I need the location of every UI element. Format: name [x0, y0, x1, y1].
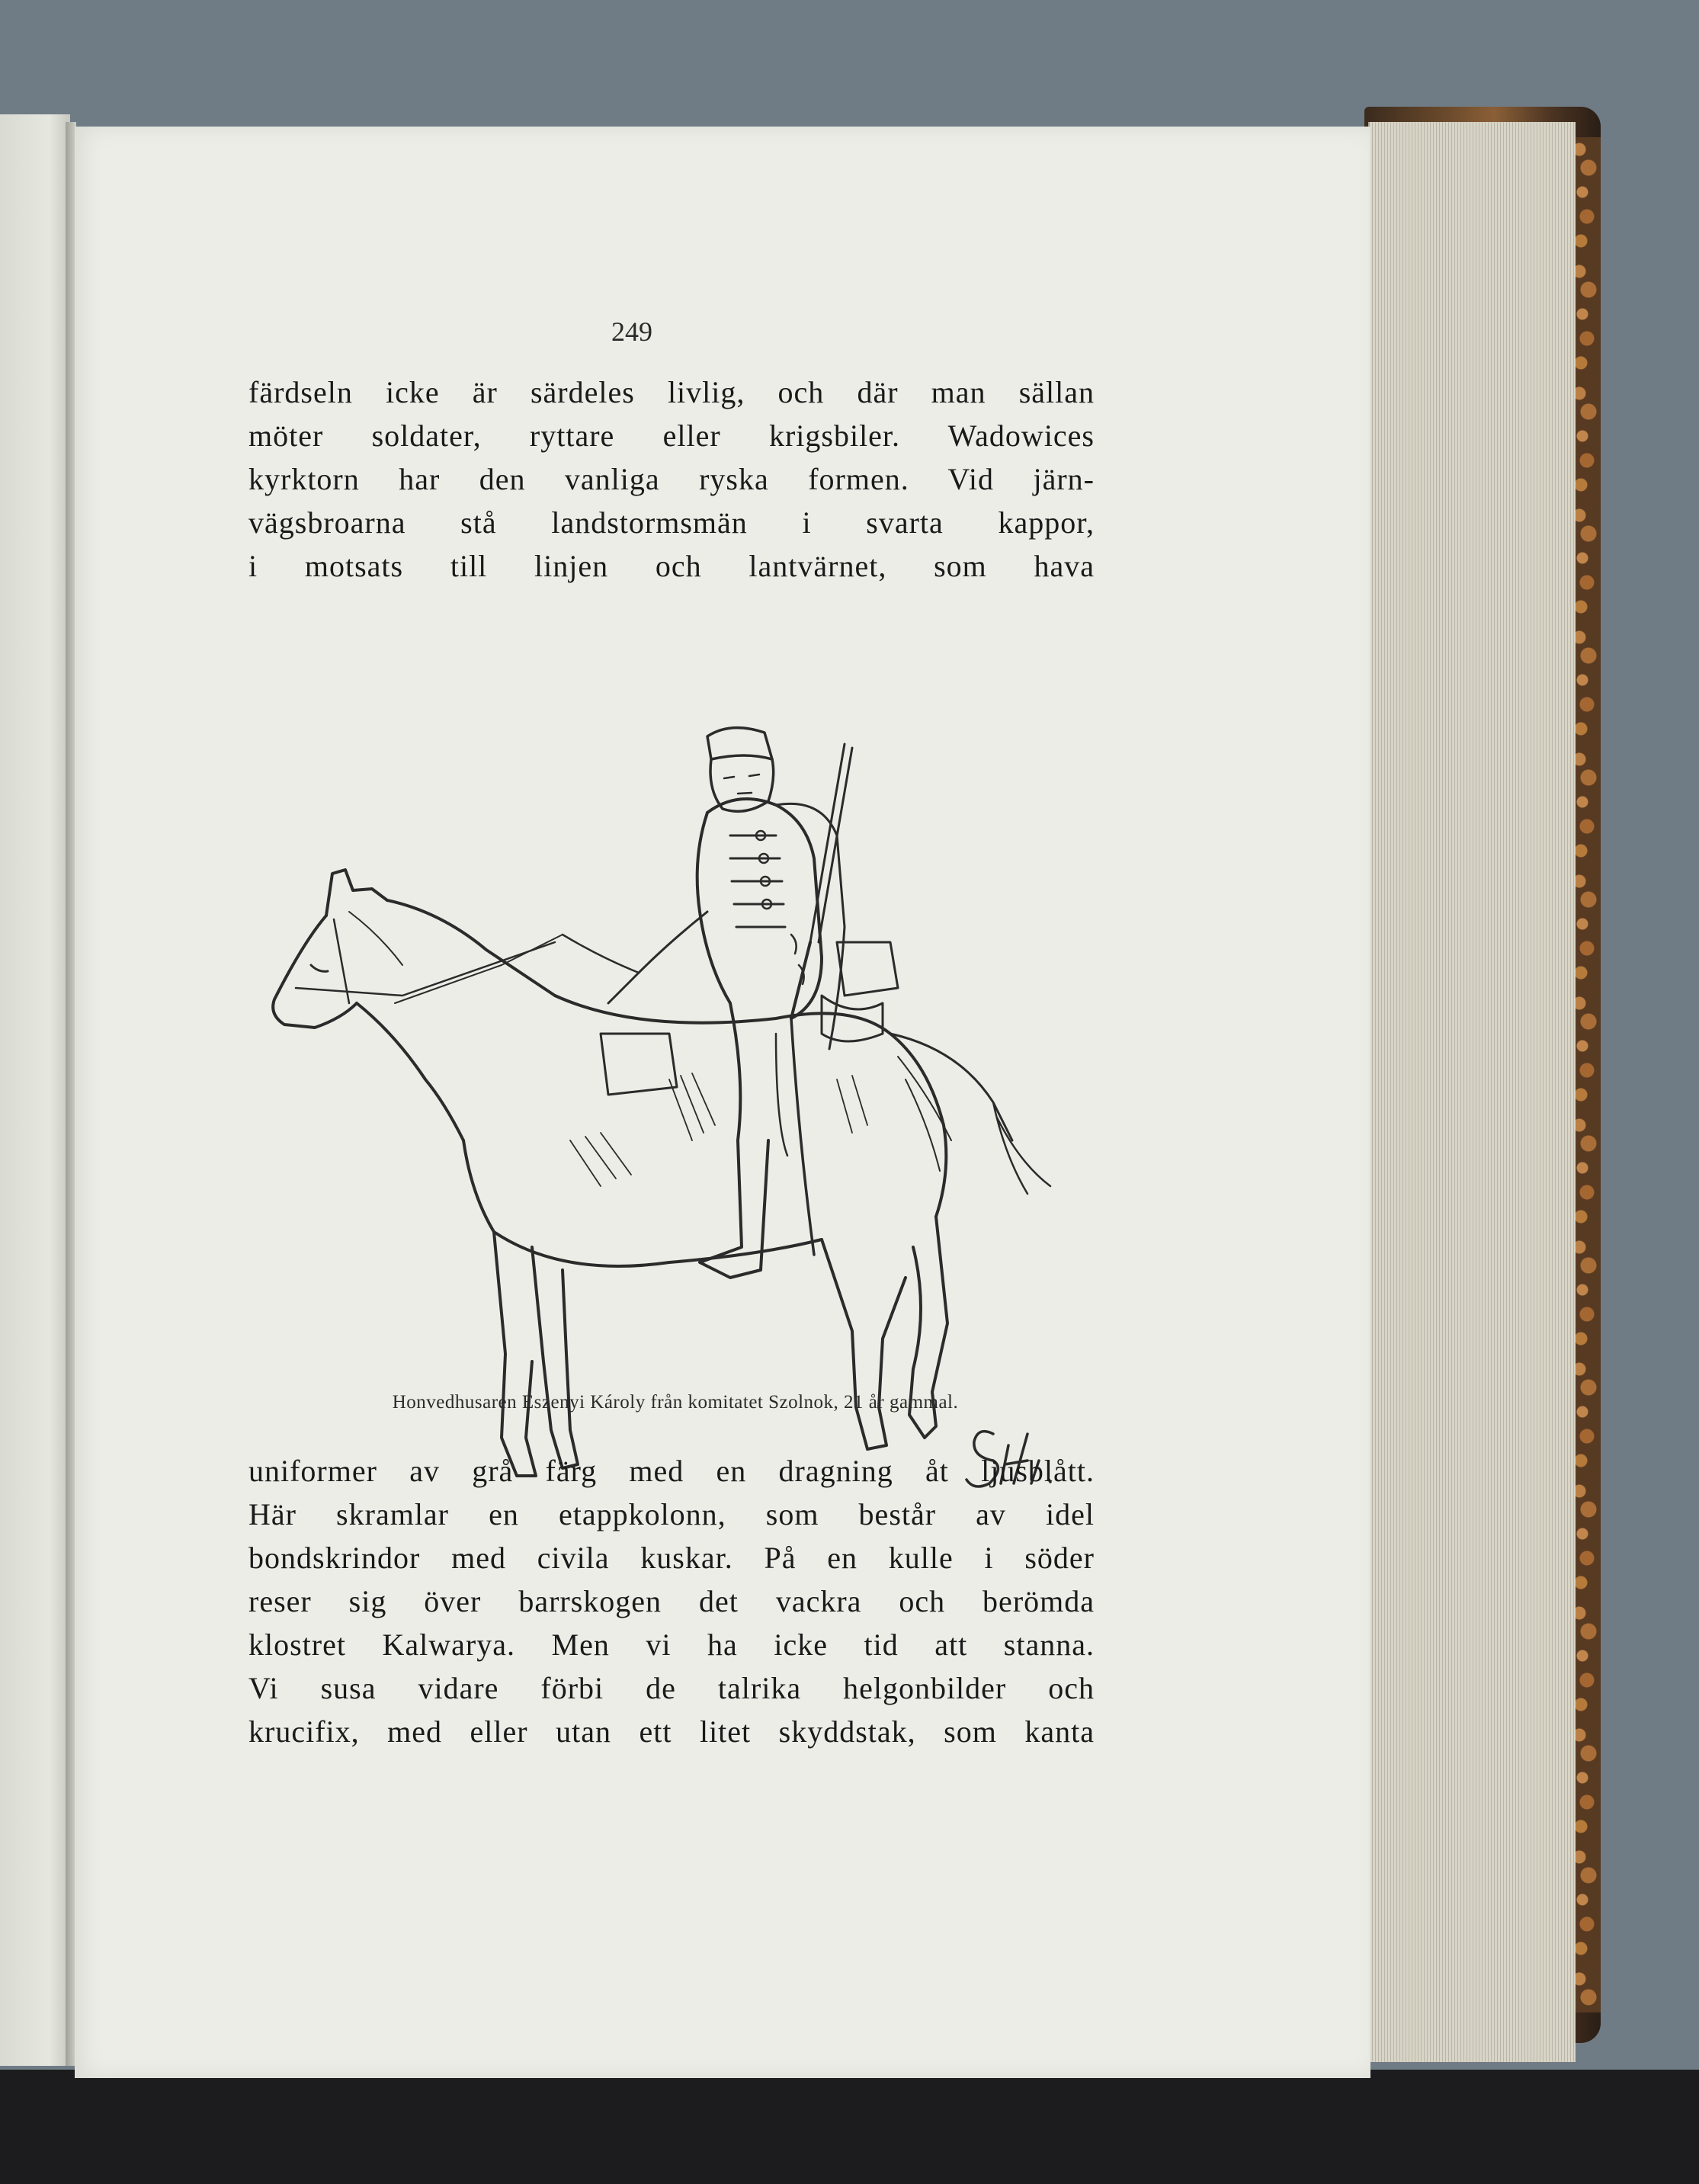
text-line: uniformer av grå färg med en dragning åt ljusblått.: [248, 1454, 1095, 1488]
page-edges: [1368, 122, 1576, 2062]
text-line: i motsats till linjen och lantvärnet, som hava: [248, 549, 1095, 583]
left-page-edge: [0, 114, 70, 2066]
text-line: Vi susa vidare förbi de talrika helgonbilder och: [248, 1671, 1095, 1705]
page-number: 249: [611, 316, 652, 347]
paragraph-top: [248, 370, 1095, 588]
text-line: Här skramlar en etappkolonn, som består av idel: [248, 1497, 1095, 1531]
text-line: reser sig över barrskogen det vackra och berömda: [248, 1584, 1095, 1618]
paragraph-bottom: [248, 1449, 1095, 1753]
hussar-on-horse-sketch-icon: [242, 607, 1096, 1499]
text-line: möter soldater, ryttare eller krigsbiler. Wadowices: [248, 419, 1095, 453]
book-page: [75, 127, 1370, 2078]
text-line: vägsbroarna stå landstormsmän i svarta kappor,: [248, 505, 1095, 540]
text-line: kyrktorn har den vanliga ryska formen. Vid järn-: [248, 462, 1095, 496]
illustration-caption: Honvedhusaren Eszenyi Károly från komitatet Szolnok, 21 år gammal.: [392, 1392, 959, 1413]
scanner-background: [0, 2070, 1699, 2184]
text-line: färdseln icke är särdeles livlig, och där man sällan: [248, 375, 1095, 409]
text-line: krucifix, med eller utan ett litet skyddstak, som kanta: [248, 1714, 1095, 1749]
text-line: klostret Kalwarya. Men vi ha icke tid att stanna.: [248, 1628, 1095, 1662]
text-line: bondskrindor med civila kuskar. På en kulle i söder: [248, 1541, 1095, 1575]
